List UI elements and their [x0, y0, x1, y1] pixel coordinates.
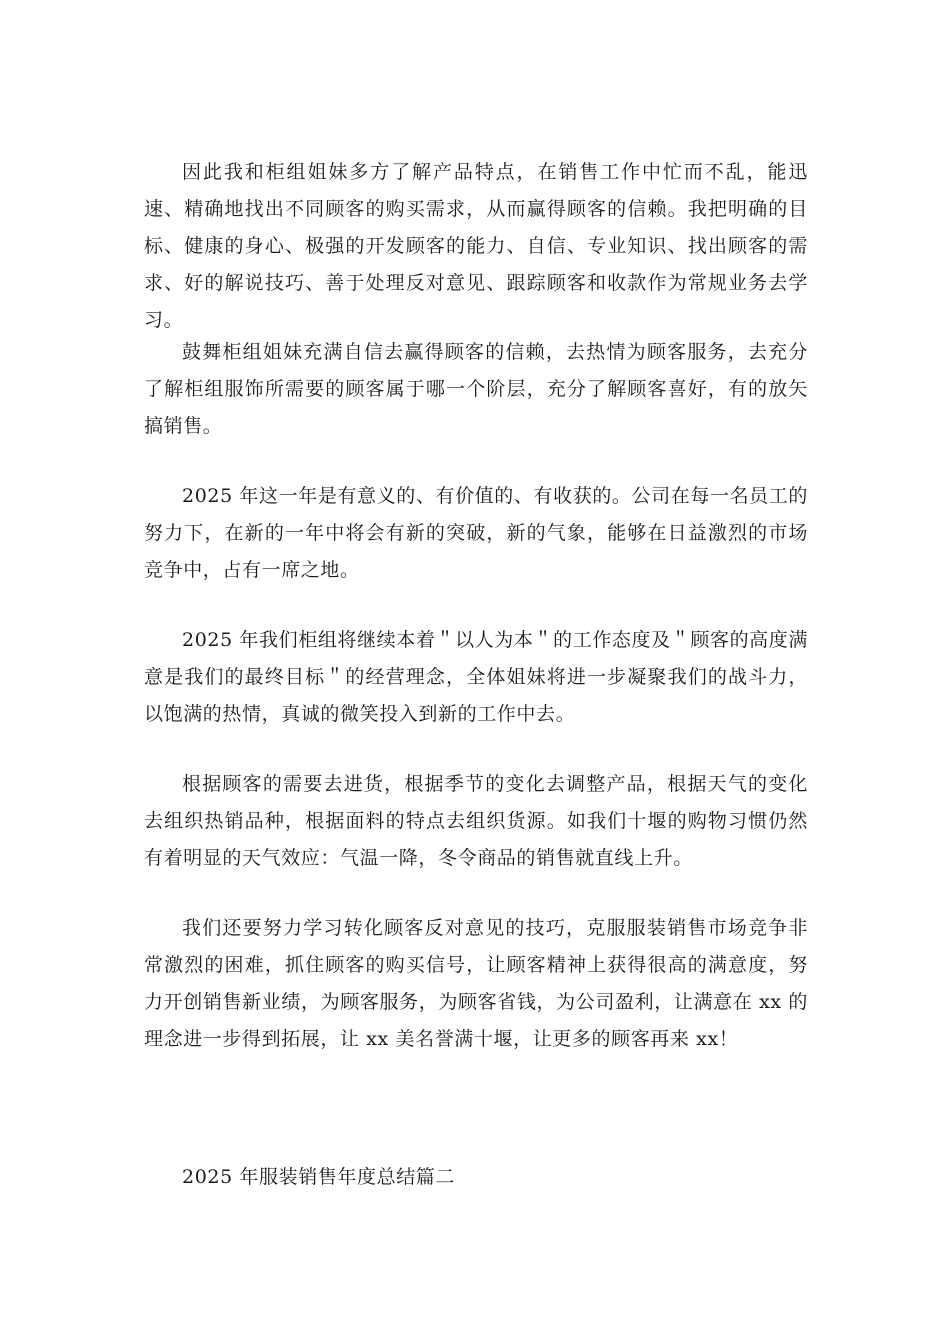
paragraph-year-review: 2025 年这一年是有意义的、有价值的、有收获的。公司在每一名员工的努力下，在新的一年中将会有新的突破，新的气象，能够在日益激烈的市场竞争中，占有一席之地。 [144, 485, 808, 581]
paragraph-encourage-team: 鼓舞柜组姐妹充满自信去赢得顾客的信赖，去热情为顾客服务，去充分了解柜组服饰所需要的顾客属于哪一个阶层，充分了解顾客喜好，有的放矢搞销售。 [144, 341, 808, 437]
section-heading: 2025 年服装销售年度总结篇二 [182, 1166, 455, 1188]
paragraph-business-philosophy: 2025 年我们柜组将继续本着＂以人为本＂的工作态度及＂顾客的高度满意是我们的最终目标＂的经营理念，全体姐妹将进一步凝聚我们的战斗力，以饱满的热情，真诚的微笑投入到新的工作中去。 [144, 629, 808, 725]
paragraph-sales-goals: 我们还要努力学习转化顾客反对意见的技巧，克服服装销售市场竞争非常激烈的困难，抓住顾客的购买信号，让顾客精神上获得很高的满意度，努力开创销售新业绩，为顾客服务，为顾客省钱，为公司盈利，让满意在 xx 的理念进一步得到拓展，让 xx 美名誉满十堰，让更多的顾客再来 xx！ [144, 917, 808, 1050]
paragraph-stock-planning: 根据顾客的需要去进货，根据季节的变化去调整产品，根据天气的变化去组织热销品种，根据面料的特点去组织货源。如我们十堰的购物习惯仍然有着明显的天气效应：气温一降，冬令商品的销售就直线上升。 [144, 773, 808, 869]
paragraph-product-knowledge: 因此我和柜组姐妹多方了解产品特点，在销售工作中忙而不乱，能迅速、精确地找出不同顾客的购买需求，从而赢得顾客的信赖。我把明确的目标、健康的身心、极强的开发顾客的能力、自信、专业知识、找出顾客的需求、好的解说技巧、善于处理反对意见、跟踪顾客和收款作为常规业务去学习。 [144, 161, 808, 331]
